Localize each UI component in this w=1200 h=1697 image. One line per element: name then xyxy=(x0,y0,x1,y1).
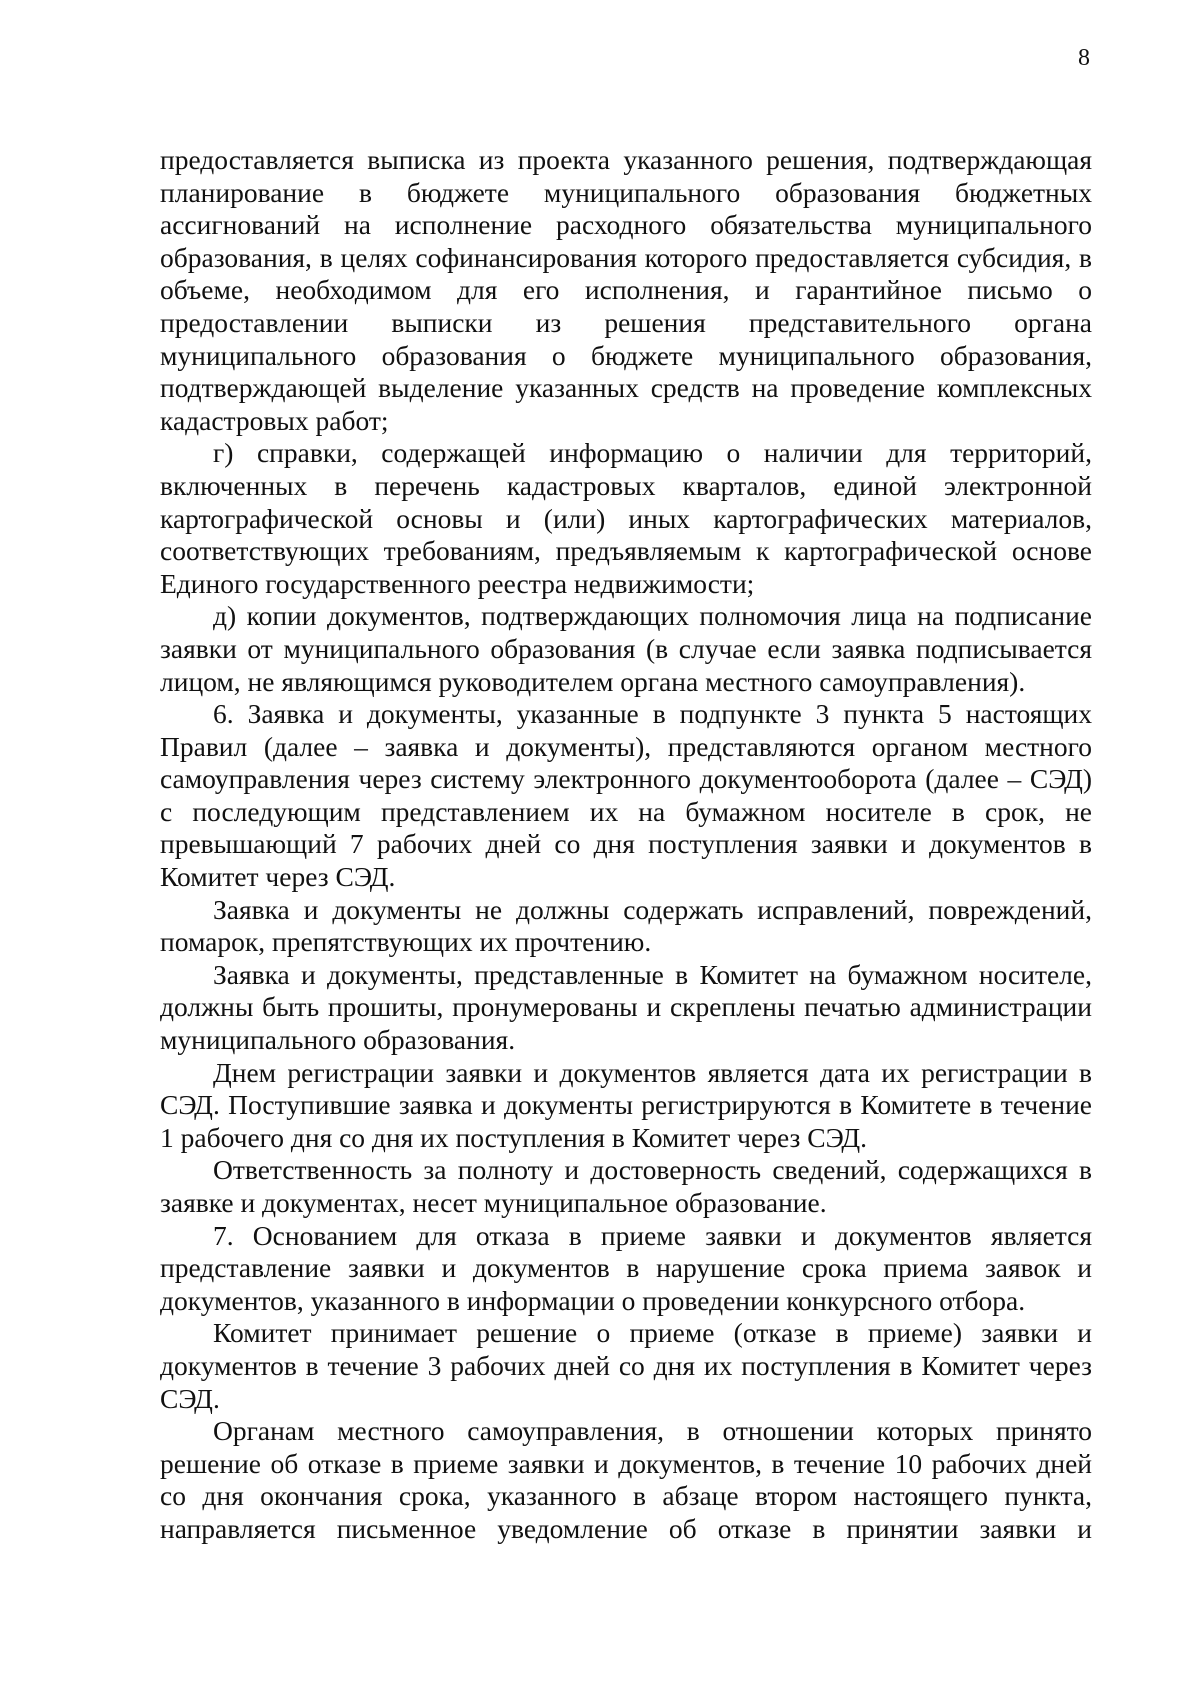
paragraph-registration-day: Днем регистрации заявки и документов является дата их регистрации в СЭД. Поступившие заявка и документы регистрируются в Комитете в течение 1 рабочего дня со дня их поступления в Комитет через СЭД. xyxy=(160,1056,1092,1153)
page-number: 8 xyxy=(1078,45,1090,71)
paragraph-item-d: д) копии документов, подтверждающих полномочия лица на подписание заявки от муниципального образования (в случае если заявка подписывается лицом, не являющимся руководителем органа местного самоуправления). xyxy=(160,600,1092,697)
paragraph-responsibility: Ответственность за полноту и достоверность сведений, содержащихся в заявке и документах, несет муниципальное образование. xyxy=(160,1154,1092,1218)
paragraph-clause-7: 7. Основанием для отказа в приеме заявки и документов является представление заявки и документов в нарушение срока приема заявок и документов, указанного в информации о проведении конкурсного отбора. xyxy=(160,1219,1092,1316)
paragraph-item-g: г) справки, содержащей информацию о наличии для территорий, включенных в перечень кадастровых кварталов, единой электронной картографической основы и (или) иных картографических материалов, соответствующих требованиям, предъявляемым к картографической основе Единого государственного реестра недвижимости; xyxy=(160,437,1092,599)
paragraph-committee-decision: Комитет принимает решение о приеме (отказе в приеме) заявки и документов в течение 3 рабочих дней со дня их поступления в Комитет через СЭД. xyxy=(160,1317,1092,1414)
paragraph-extract-provision: предоставляется выписка из проекта указанного решения, подтверждающая планирование в бюджете муниципального образования бюджетных ассигнований на исполнение расходного обязательства муниципального образования, в целях софинансирования которого предоставляется субсидия, в объеме, необходимом для его исполнения, и гарантийное письмо о предоставлении выписки из решения представительного органа муниципального образования о бюджете муниципального образования, подтверждающей выделение указанных средств на проведение комплексных кадастровых работ; xyxy=(160,144,1092,436)
paragraph-no-corrections: Заявка и документы не должны содержать исправлений, повреждений, помарок, препятствующих их прочтению. xyxy=(160,893,1092,958)
paragraph-clause-6: 6. Заявка и документы, указанные в подпункте 3 пункта 5 настоящих Правил (далее – заявка и документы), представляются органом местного самоуправления через систему электронного документооборота (далее – СЭД) с последующим представлением их на бумажном носителе в срок, не превышающий 7 рабочих дней со дня поступления заявки и документов в Комитет через СЭД. xyxy=(160,698,1092,893)
paragraph-refusal-notice: Органам местного самоуправления, в отношении которых принято решение об отказе в приеме заявки и документов, в течение 10 рабочих дней со дня окончания срока, указанного в абзаце втором настоящего пункта, направляется письменное уведомление об отказе в принятии заявки и xyxy=(160,1415,1092,1544)
paragraph-paper-binding: Заявка и документы, представленные в Комитет на бумажном носителе, должны быть прошиты, пронумерованы и скреплены печатью администрации муниципального образования. xyxy=(160,958,1092,1056)
document-body xyxy=(160,144,1092,1546)
